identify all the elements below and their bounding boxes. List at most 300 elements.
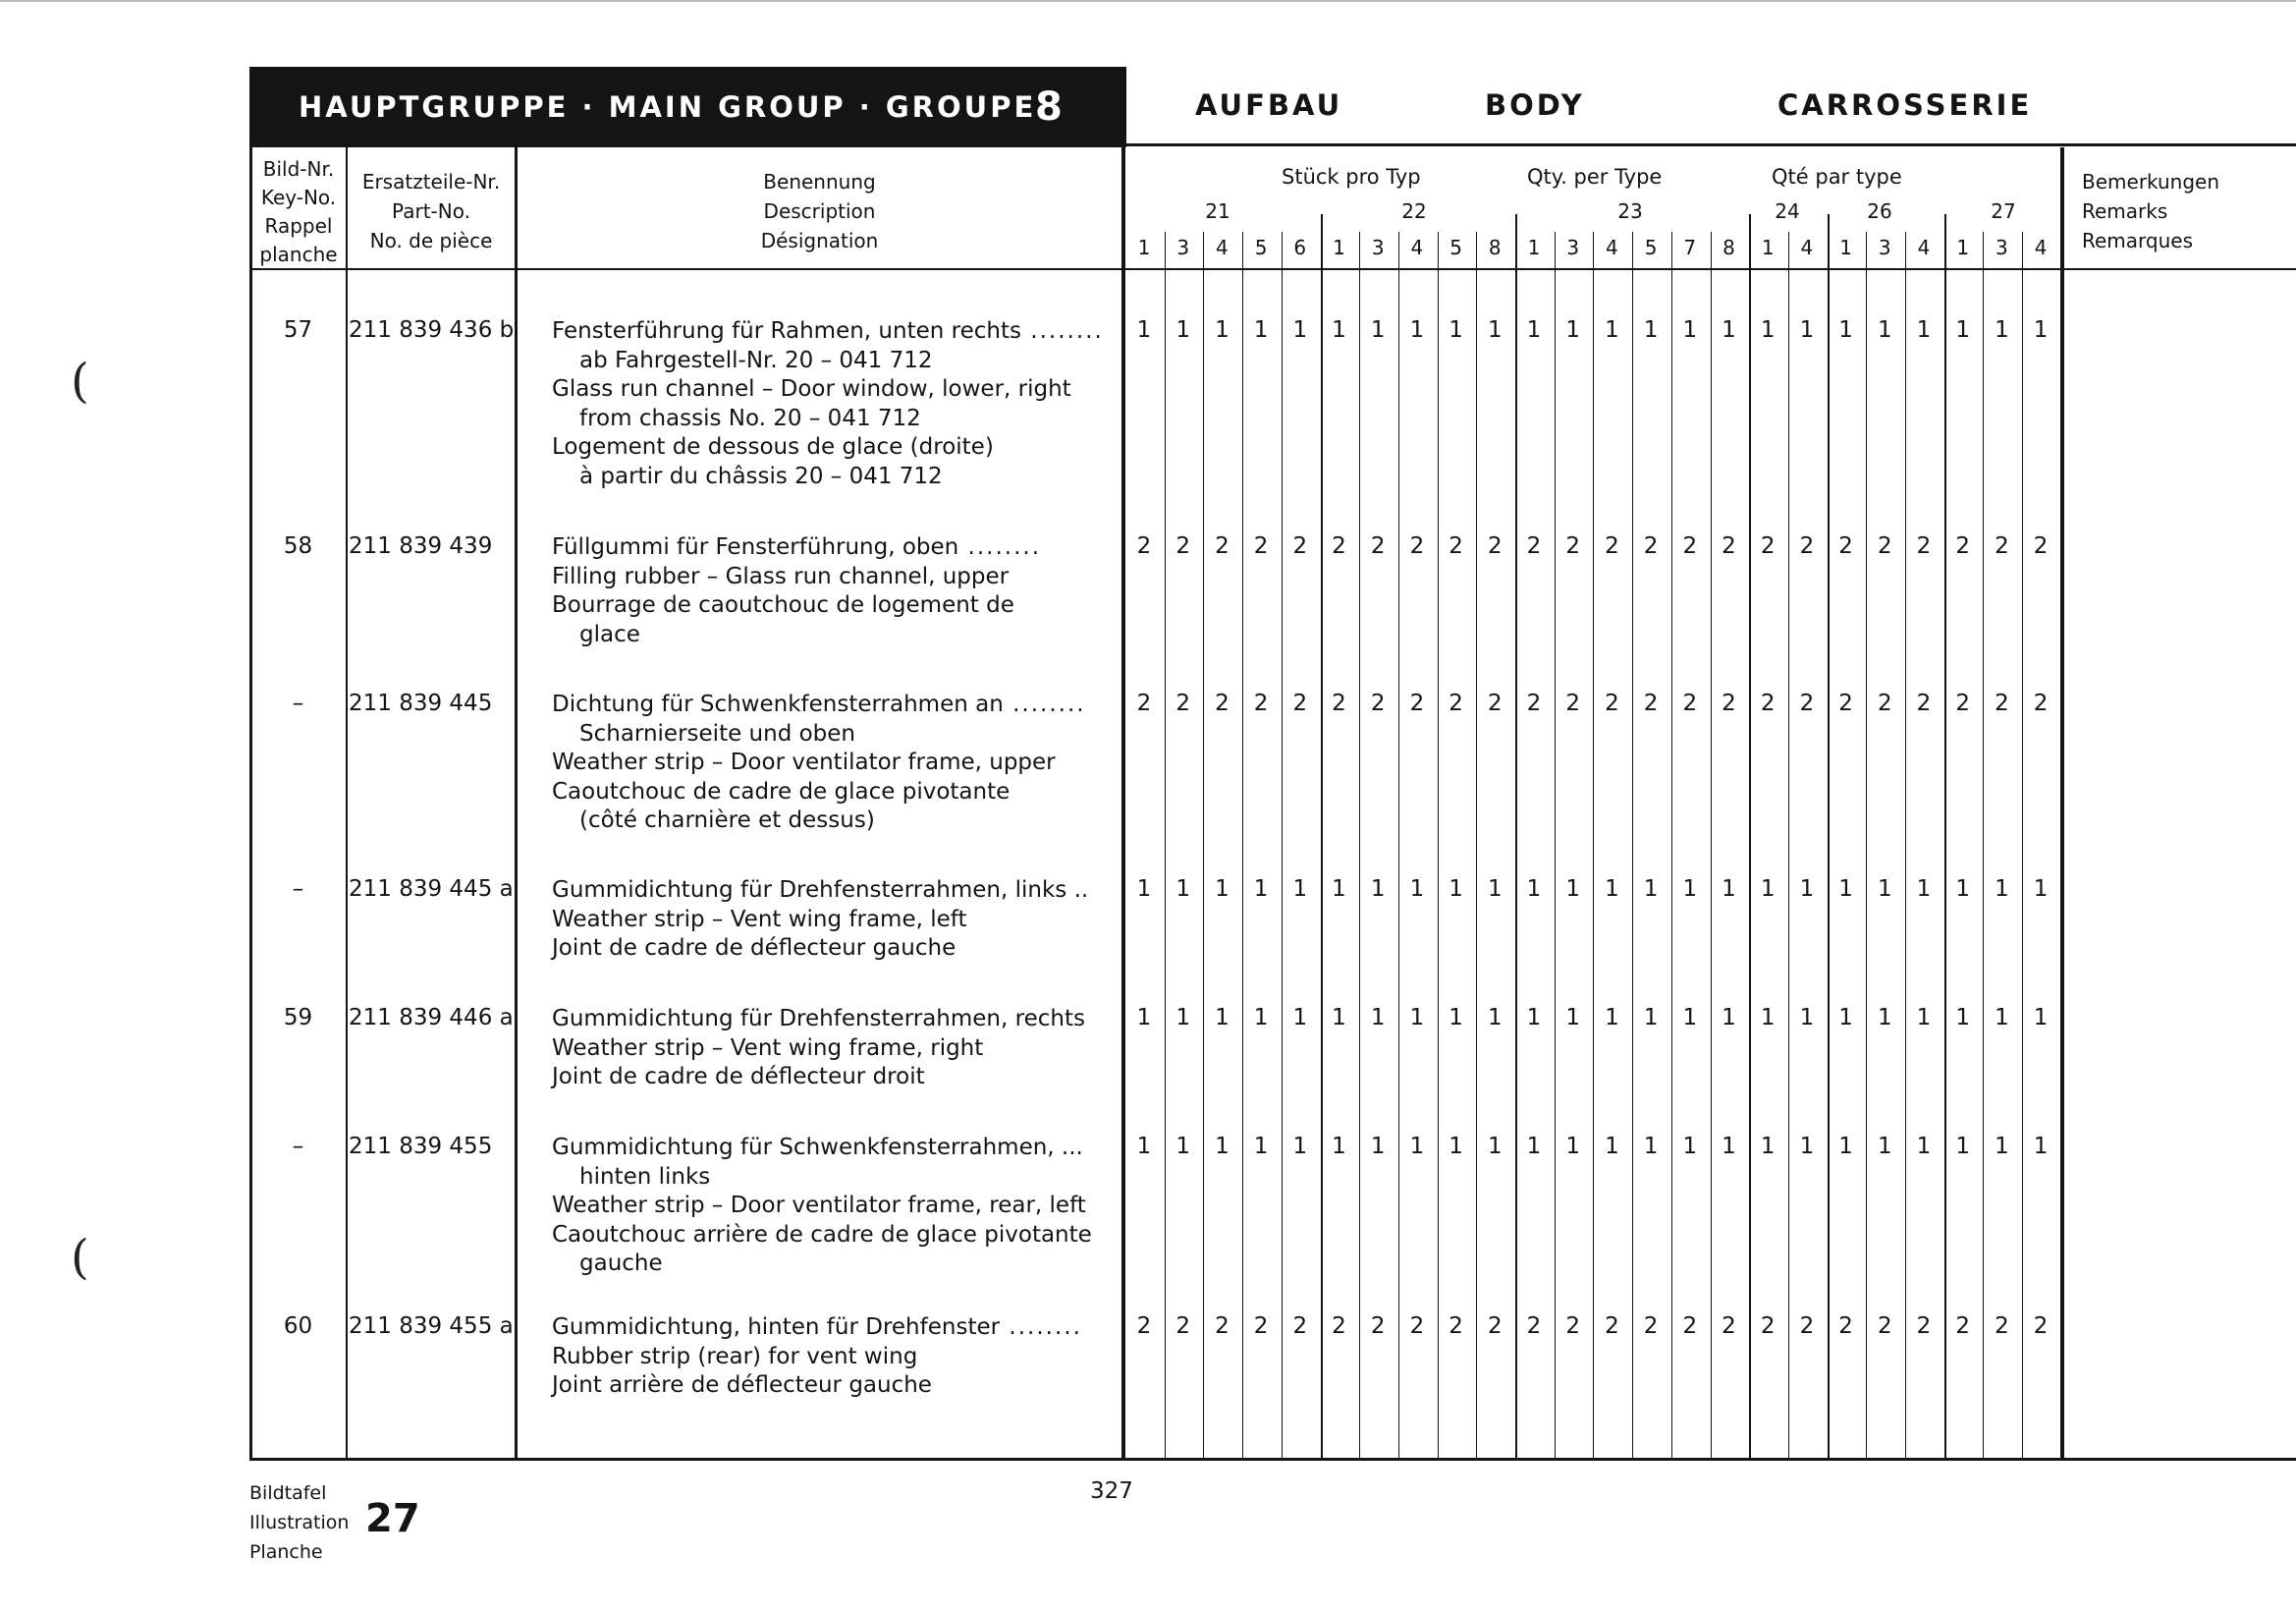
quantity-cell: 1 bbox=[1175, 876, 1190, 902]
plate-label-line: Planche bbox=[249, 1541, 323, 1563]
type-group-label: 23 bbox=[1617, 199, 1643, 223]
quantity-cell: 1 bbox=[1916, 876, 1932, 902]
quantity-cell: 1 bbox=[1292, 317, 1308, 343]
part-description bbox=[552, 876, 1090, 964]
quantity-cell: 1 bbox=[1760, 1134, 1776, 1159]
quantity-cell: 2 bbox=[1955, 691, 1970, 716]
quantity-cell: 2 bbox=[1799, 691, 1815, 716]
quantity-cell: 1 bbox=[1916, 1005, 1932, 1030]
header-line: Description bbox=[763, 199, 876, 223]
quantity-cell: 2 bbox=[1760, 1313, 1776, 1339]
plate-label-line: Illustration bbox=[249, 1512, 350, 1533]
sub-type-label: 4 bbox=[1606, 236, 1618, 259]
qty-column-rule bbox=[1438, 232, 1439, 1458]
type-group-label: 21 bbox=[1205, 199, 1230, 223]
qty-column-rule bbox=[1711, 232, 1712, 1458]
description-line: Scharnierseite und oben bbox=[579, 720, 856, 747]
description-line: Füllgummi für Fensterführung, oben ..... bbox=[552, 533, 1090, 563]
sub-type-label: 7 bbox=[1683, 236, 1697, 259]
sub-type-label: 4 bbox=[1410, 236, 1424, 259]
section-title-fr: CARROSSERIE bbox=[1777, 88, 2033, 122]
quantity-cell: 1 bbox=[1136, 1005, 1152, 1030]
quantity-cell: 2 bbox=[1643, 1313, 1659, 1339]
quantity-cell: 1 bbox=[1526, 317, 1542, 343]
quantity-cell: 1 bbox=[1916, 317, 1932, 343]
quantity-cell: 2 bbox=[1449, 691, 1463, 716]
description-line: Filling rubber – Glass run channel, upper bbox=[552, 563, 1010, 589]
quantity-cell: 2 bbox=[1370, 1313, 1386, 1339]
quantity-cell: 2 bbox=[1565, 1313, 1580, 1339]
quantity-cell: 2 bbox=[1877, 1313, 1892, 1339]
quantity-cell: 2 bbox=[2033, 533, 2049, 559]
quantity-cell: 1 bbox=[1916, 1134, 1932, 1159]
quantity-cell: 2 bbox=[1175, 533, 1190, 559]
quantity-cell: 2 bbox=[1995, 533, 2009, 559]
qty-column-rule bbox=[1242, 232, 1243, 1458]
quantity-cell: 1 bbox=[1332, 1005, 1346, 1030]
quantity-cell: 2 bbox=[1916, 1313, 1932, 1339]
quantity-cell: 1 bbox=[1175, 317, 1190, 343]
quantity-cell: 2 bbox=[1916, 691, 1932, 716]
quantity-cell: 1 bbox=[1215, 1134, 1230, 1159]
quantity-cell: 2 bbox=[1215, 533, 1230, 559]
qty-column-rule bbox=[1515, 214, 1517, 1458]
sub-type-label: 6 bbox=[1293, 236, 1307, 259]
quantity-cell: 2 bbox=[1722, 1313, 1736, 1339]
part-number: 211 839 455 bbox=[349, 1134, 493, 1159]
sub-type-label: 3 bbox=[1995, 236, 2008, 259]
key-number: 58 bbox=[283, 533, 313, 559]
quantity-cell: 1 bbox=[1605, 317, 1619, 343]
quantity-cell: 1 bbox=[1760, 317, 1776, 343]
quantity-cell: 1 bbox=[1722, 1005, 1736, 1030]
quantity-cell: 1 bbox=[1292, 1134, 1308, 1159]
quantity-cell: 1 bbox=[1449, 876, 1463, 902]
description-line: ab Fahrgestell-Nr. 20 – 041 712 bbox=[579, 347, 933, 373]
description-line: Dichtung für Schwenkfensterrahmen an ..... bbox=[552, 691, 1090, 720]
quantity-cell: 2 bbox=[1449, 1313, 1463, 1339]
qty-column-rule bbox=[1282, 232, 1283, 1458]
quantity-cell: 2 bbox=[1487, 691, 1503, 716]
description-line: Logement de dessous de glace (droite) bbox=[552, 434, 994, 460]
quantity-cell: 2 bbox=[1955, 1313, 1970, 1339]
qty-caption-de: Stück pro Typ bbox=[1282, 165, 1421, 189]
quantity-cell: 2 bbox=[1565, 533, 1580, 559]
quantity-cell: 1 bbox=[1487, 1005, 1503, 1030]
header-line: planche bbox=[259, 243, 338, 266]
description-line: Bourrage de caoutchouc de logement de bbox=[552, 592, 1014, 618]
binding-mark: ( bbox=[71, 1230, 89, 1285]
quantity-cell: 1 bbox=[1565, 876, 1580, 902]
qty-column-rule bbox=[1983, 232, 1984, 1458]
plate-label-line: Bildtafel bbox=[249, 1482, 327, 1504]
quantity-cell: 1 bbox=[1995, 1134, 2009, 1159]
key-column-header bbox=[251, 155, 346, 269]
quantity-cell: 2 bbox=[1215, 1313, 1230, 1339]
quantity-cell: 1 bbox=[1605, 876, 1619, 902]
quantity-cell: 1 bbox=[2033, 876, 2049, 902]
key-number: – bbox=[292, 876, 304, 902]
quantity-cell: 1 bbox=[1643, 317, 1659, 343]
qty-column-rule bbox=[1944, 214, 1946, 1458]
quantity-cell: 1 bbox=[1253, 876, 1269, 902]
quantity-cell: 2 bbox=[1175, 691, 1190, 716]
quantity-cell: 1 bbox=[1449, 317, 1463, 343]
sub-type-label: 5 bbox=[1449, 236, 1462, 259]
part-number: 211 839 439 bbox=[349, 533, 493, 559]
quantity-cell: 1 bbox=[1136, 1134, 1152, 1159]
quantity-cell: 2 bbox=[1799, 533, 1815, 559]
binding-mark: ( bbox=[71, 354, 89, 409]
header-line: Remarques bbox=[2082, 229, 2194, 252]
quantity-cell: 1 bbox=[1526, 1134, 1542, 1159]
description-line: Glass run channel – Door window, lower, right bbox=[552, 376, 1071, 402]
quantity-cell: 2 bbox=[1370, 691, 1386, 716]
description-line: Weather strip – Door ventilator frame, upper bbox=[552, 750, 1056, 775]
quantity-cell: 1 bbox=[1253, 1134, 1269, 1159]
qty-column-rule bbox=[1555, 232, 1556, 1458]
quantity-cell: 1 bbox=[1760, 876, 1776, 902]
sub-type-label: 1 bbox=[1839, 236, 1852, 259]
section-title-en: BODY bbox=[1485, 88, 1585, 122]
description-line: (côté charnière et dessus) bbox=[579, 807, 875, 833]
sub-type-label: 3 bbox=[1878, 236, 1891, 259]
quantity-cell: 2 bbox=[1877, 691, 1892, 716]
qty-column-rule bbox=[1749, 214, 1751, 1458]
main-group-title: HAUPTGRUPPE · MAIN GROUP · GROUPE bbox=[299, 90, 1037, 124]
quantity-cell: 1 bbox=[1292, 1005, 1308, 1030]
type-group-label: 27 bbox=[1991, 199, 2016, 223]
quantity-cell: 1 bbox=[1526, 1005, 1542, 1030]
quantity-cell: 1 bbox=[1995, 1005, 2009, 1030]
quantity-cell: 1 bbox=[1877, 1134, 1892, 1159]
quantity-cell: 2 bbox=[1449, 533, 1463, 559]
quantity-cell: 2 bbox=[1682, 691, 1698, 716]
description-line: glace bbox=[579, 621, 640, 647]
quantity-cell: 1 bbox=[1370, 317, 1386, 343]
description-line: Gummidichtung für Schwenkfensterrahmen, ... bbox=[552, 1135, 1083, 1160]
column-header-rule bbox=[249, 268, 2296, 270]
quantity-cell: 1 bbox=[1682, 1005, 1698, 1030]
quantity-cell: 2 bbox=[1136, 1313, 1152, 1339]
description-line: hinten links bbox=[579, 1163, 711, 1190]
quantity-cell: 2 bbox=[1605, 691, 1619, 716]
quantity-cell: 2 bbox=[1526, 691, 1542, 716]
quantity-cell: 2 bbox=[1682, 533, 1698, 559]
quantity-cell: 1 bbox=[1565, 1134, 1580, 1159]
quantity-cell: 1 bbox=[2033, 317, 2049, 343]
quantity-cell: 1 bbox=[1565, 1005, 1580, 1030]
description-line: Rubber strip (rear) for vent wing bbox=[552, 1343, 918, 1369]
header-line: Key-No. bbox=[260, 186, 337, 209]
quantity-cell: 1 bbox=[1175, 1134, 1190, 1159]
quantity-cell: 2 bbox=[1995, 1313, 2009, 1339]
key-number: – bbox=[292, 691, 304, 716]
header-line: Désignation bbox=[760, 229, 879, 252]
quantity-cell: 2 bbox=[1175, 1313, 1190, 1339]
quantity-cell: 1 bbox=[1370, 876, 1386, 902]
quantity-cell: 2 bbox=[2033, 1313, 2049, 1339]
quantity-cell: 2 bbox=[2033, 691, 2049, 716]
quantity-cell: 2 bbox=[1292, 691, 1308, 716]
group-number: 8 bbox=[1035, 84, 1063, 130]
sub-type-label: 1 bbox=[1761, 236, 1775, 259]
quantity-cell: 2 bbox=[1760, 533, 1776, 559]
quantity-cell: 2 bbox=[1487, 1313, 1503, 1339]
quantity-cell: 2 bbox=[1292, 1313, 1308, 1339]
quantity-cell: 2 bbox=[1916, 533, 1932, 559]
quantity-cell: 2 bbox=[1370, 533, 1386, 559]
desc-column-header bbox=[518, 167, 1121, 255]
quantity-cell: 1 bbox=[1370, 1005, 1386, 1030]
quantity-cell: 1 bbox=[1877, 1005, 1892, 1030]
quantity-cell: 1 bbox=[1449, 1005, 1463, 1030]
quantity-cell: 1 bbox=[1253, 317, 1269, 343]
quantity-cell: 1 bbox=[1838, 876, 1853, 902]
quantity-cell: 1 bbox=[1175, 1005, 1190, 1030]
key-number: – bbox=[292, 1134, 304, 1159]
quantity-cell: 1 bbox=[1838, 1134, 1853, 1159]
quantity-cell: 1 bbox=[1409, 876, 1425, 902]
quantity-cell: 2 bbox=[1409, 1313, 1425, 1339]
quantity-cell: 1 bbox=[1215, 317, 1230, 343]
quantity-cell: 1 bbox=[1799, 1134, 1815, 1159]
quantity-cell: 2 bbox=[1253, 533, 1269, 559]
quantity-cell: 1 bbox=[1877, 317, 1892, 343]
quantity-cell: 2 bbox=[1253, 1313, 1269, 1339]
quantity-cell: 1 bbox=[1215, 876, 1230, 902]
quantity-cell: 2 bbox=[1526, 1313, 1542, 1339]
header-rule bbox=[1126, 143, 2296, 146]
quantity-cell: 1 bbox=[1722, 876, 1736, 902]
quantity-cell: 1 bbox=[1605, 1134, 1619, 1159]
description-line: Joint arrière de déflecteur gauche bbox=[552, 1372, 932, 1398]
quantity-cell: 1 bbox=[1136, 317, 1152, 343]
qty-column-rule bbox=[1828, 214, 1830, 1458]
quantity-cell: 2 bbox=[1838, 1313, 1853, 1339]
quantity-cell: 1 bbox=[1215, 1005, 1230, 1030]
sub-type-label: 8 bbox=[1488, 236, 1502, 259]
part-number: 211 839 436 b bbox=[349, 317, 515, 343]
desc-column-rule bbox=[1121, 147, 1125, 1458]
quantity-cell: 2 bbox=[1799, 1313, 1815, 1339]
header-line: Benennung bbox=[763, 170, 876, 194]
header-line: No. de pièce bbox=[369, 229, 493, 252]
quantity-cell: 1 bbox=[1682, 876, 1698, 902]
key-column-rule bbox=[346, 147, 348, 1458]
sub-type-label: 1 bbox=[1527, 236, 1541, 259]
quantity-cell: 1 bbox=[1643, 876, 1659, 902]
quantity-cell: 2 bbox=[1605, 533, 1619, 559]
quantity-cell: 2 bbox=[1292, 533, 1308, 559]
description-line: Joint de cadre de déflecteur gauche bbox=[552, 935, 957, 961]
quantity-cell: 1 bbox=[1877, 876, 1892, 902]
qty-column-rule bbox=[1165, 232, 1166, 1458]
sub-type-label: 1 bbox=[1333, 236, 1345, 259]
part-description bbox=[552, 691, 1090, 836]
quantity-cell: 1 bbox=[1722, 317, 1736, 343]
quantity-cell: 1 bbox=[1760, 1005, 1776, 1030]
table-left-rule bbox=[249, 147, 252, 1458]
qty-column-rule bbox=[1593, 232, 1594, 1458]
quantity-cell: 1 bbox=[1526, 876, 1542, 902]
key-number: 59 bbox=[283, 1005, 313, 1030]
page-number: 327 bbox=[1090, 1478, 1133, 1504]
quantity-cell: 1 bbox=[1332, 317, 1346, 343]
qty-column-rule bbox=[1671, 232, 1672, 1458]
description-line: Caoutchouc arrière de cadre de glace pivotante bbox=[552, 1221, 1092, 1248]
quantity-cell: 1 bbox=[1409, 1134, 1425, 1159]
quantity-cell: 1 bbox=[1292, 876, 1308, 902]
quantity-cell: 1 bbox=[1370, 1134, 1386, 1159]
quantity-cell: 1 bbox=[1332, 876, 1346, 902]
sub-type-label: 4 bbox=[2034, 236, 2048, 259]
qty-column-rule bbox=[1398, 232, 1399, 1458]
quantity-cell: 2 bbox=[1643, 691, 1659, 716]
quantity-cell: 1 bbox=[1487, 1134, 1503, 1159]
part-column-rule bbox=[515, 147, 518, 1458]
description-line: Gummidichtung für Drehfensterrahmen, links .. bbox=[552, 877, 1089, 903]
quantity-cell: 1 bbox=[1955, 1134, 1970, 1159]
plate-label bbox=[249, 1478, 349, 1567]
sub-type-label: 5 bbox=[1254, 236, 1268, 259]
qty-column-rule bbox=[1203, 232, 1204, 1458]
quantity-cell: 2 bbox=[1332, 1313, 1346, 1339]
qty-column-rule bbox=[2022, 232, 2023, 1458]
part-description bbox=[552, 1005, 1090, 1092]
type-group-label: 24 bbox=[1775, 199, 1800, 223]
quantity-cell: 1 bbox=[1643, 1005, 1659, 1030]
quantity-cell: 1 bbox=[1799, 876, 1815, 902]
header-line: Bild-Nr. bbox=[262, 157, 335, 181]
quantity-cell: 2 bbox=[1877, 533, 1892, 559]
quantity-cell: 2 bbox=[1253, 691, 1269, 716]
header-line: Part-No. bbox=[392, 199, 470, 223]
part-number: 211 839 446 a bbox=[349, 1005, 514, 1030]
part-description bbox=[552, 317, 1090, 491]
quantity-cell: 1 bbox=[1995, 876, 2009, 902]
sub-type-label: 3 bbox=[1566, 236, 1580, 259]
qty-caption-fr: Qté par type bbox=[1772, 165, 1902, 189]
quantity-cell: 2 bbox=[1722, 691, 1736, 716]
key-number: 60 bbox=[283, 1313, 313, 1339]
quantity-cell: 1 bbox=[1487, 317, 1503, 343]
sub-type-label: 5 bbox=[1644, 236, 1658, 259]
quantity-cell: 2 bbox=[1838, 691, 1853, 716]
part-column-header bbox=[348, 167, 515, 255]
quantity-cell: 1 bbox=[1409, 1005, 1425, 1030]
qty-column-rule bbox=[1905, 232, 1906, 1458]
quantity-cell: 2 bbox=[1760, 691, 1776, 716]
part-number: 211 839 445 a bbox=[349, 876, 514, 902]
description-line: Weather strip – Door ventilator frame, rear, left bbox=[552, 1193, 1086, 1218]
quantity-cell: 1 bbox=[1643, 1134, 1659, 1159]
quantity-cell: 1 bbox=[1838, 317, 1853, 343]
quantity-cell: 1 bbox=[1995, 317, 2009, 343]
quantity-cell: 1 bbox=[2033, 1005, 2049, 1030]
quantity-cell: 2 bbox=[1838, 533, 1853, 559]
sub-type-label: 3 bbox=[1176, 236, 1190, 259]
header-line: Remarks bbox=[2082, 199, 2168, 223]
main-group-header bbox=[249, 67, 1126, 147]
sub-type-label: 8 bbox=[1722, 236, 1735, 259]
quantity-cell: 2 bbox=[1215, 691, 1230, 716]
header-line: Ersatzteile-Nr. bbox=[361, 170, 501, 194]
qty-column-rule bbox=[1321, 214, 1323, 1458]
qty-column-rule bbox=[1359, 232, 1360, 1458]
description-line: à partir du châssis 20 – 041 712 bbox=[579, 463, 943, 489]
qty-column-rule bbox=[1476, 232, 1477, 1458]
quantity-cell: 2 bbox=[1526, 533, 1542, 559]
description-line: Fensterführung für Rahmen, unten rechts ..... bbox=[552, 317, 1090, 347]
quantity-cell: 2 bbox=[1955, 533, 1970, 559]
description-line: Joint de cadre de déflecteur droit bbox=[552, 1064, 925, 1089]
qty-caption-en: Qty. per Type bbox=[1527, 165, 1663, 189]
quantity-cell: 2 bbox=[1682, 1313, 1698, 1339]
part-number: 211 839 445 bbox=[349, 691, 493, 716]
quantity-cell: 1 bbox=[1799, 317, 1815, 343]
quantity-cell: 1 bbox=[1838, 1005, 1853, 1030]
quantity-cell: 2 bbox=[1643, 533, 1659, 559]
quantity-cell: 1 bbox=[1722, 1134, 1736, 1159]
part-description bbox=[552, 1134, 1090, 1279]
type-group-label: 26 bbox=[1867, 199, 1892, 223]
quantity-cell: 1 bbox=[1605, 1005, 1619, 1030]
type-group-label: 22 bbox=[1401, 199, 1427, 223]
quantity-cell: 2 bbox=[1136, 533, 1152, 559]
description-line: Gummidichtung, hinten für Drehfenster ..... bbox=[552, 1313, 1090, 1343]
quantity-cell: 2 bbox=[1565, 691, 1580, 716]
description-line: Weather strip – Vent wing frame, left bbox=[552, 906, 967, 932]
qty-column-rule bbox=[1788, 232, 1789, 1458]
quantity-cell: 1 bbox=[1955, 876, 1970, 902]
plate-number: 27 bbox=[365, 1496, 420, 1541]
quantity-cell: 1 bbox=[1332, 1134, 1346, 1159]
description-line: gauche bbox=[579, 1251, 663, 1276]
quantity-cell: 2 bbox=[1409, 691, 1425, 716]
quantity-cell: 2 bbox=[1136, 691, 1152, 716]
quantity-cell: 1 bbox=[1565, 317, 1580, 343]
description-line: Gummidichtung für Drehfensterrahmen, rechts bbox=[552, 1006, 1085, 1031]
part-description bbox=[552, 533, 1090, 649]
section-title-de: AUFBAU bbox=[1195, 88, 1343, 122]
qty-column-rule bbox=[1866, 232, 1867, 1458]
quantity-cell: 2 bbox=[1332, 691, 1346, 716]
quantity-cell: 1 bbox=[1487, 876, 1503, 902]
page-top-edge bbox=[0, 0, 2296, 2]
quantity-cell: 1 bbox=[2033, 1134, 2049, 1159]
quantity-cell: 1 bbox=[1682, 1134, 1698, 1159]
quantity-cell: 1 bbox=[1409, 317, 1425, 343]
description-line: from chassis No. 20 – 041 712 bbox=[579, 405, 921, 431]
key-number: 57 bbox=[283, 317, 313, 343]
description-line: Weather strip – Vent wing frame, right bbox=[552, 1034, 984, 1061]
quantity-cell: 1 bbox=[1955, 1005, 1970, 1030]
part-number: 211 839 455 a bbox=[349, 1313, 514, 1339]
remarks-column-header bbox=[2082, 167, 2219, 255]
remarks-column-rule bbox=[2060, 147, 2064, 1458]
quantity-cell: 2 bbox=[1487, 533, 1503, 559]
quantity-cell: 2 bbox=[1409, 533, 1425, 559]
quantity-cell: 2 bbox=[1995, 691, 2009, 716]
quantity-cell: 1 bbox=[1799, 1005, 1815, 1030]
part-description bbox=[552, 1313, 1090, 1401]
quantity-cell: 1 bbox=[1136, 876, 1152, 902]
quantity-cell: 2 bbox=[1332, 533, 1346, 559]
quantity-cell: 1 bbox=[1253, 1005, 1269, 1030]
qty-column-rule bbox=[1632, 232, 1633, 1458]
sub-type-label: 3 bbox=[1371, 236, 1385, 259]
